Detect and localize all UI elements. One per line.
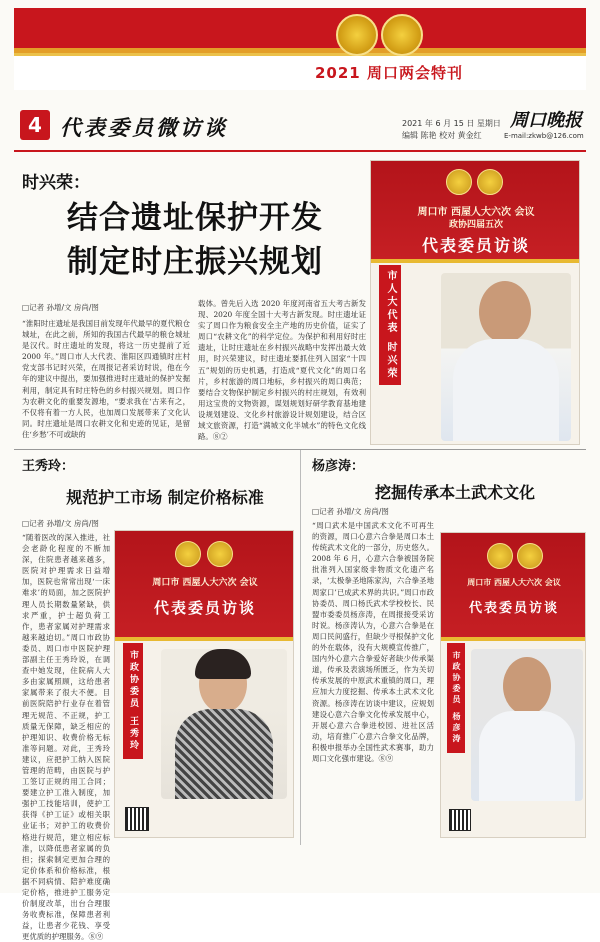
main-article-headline — [40, 196, 350, 284]
top-banner — [14, 8, 586, 90]
poster-conference-subtitle: 政协四届五次 — [448, 220, 503, 230]
person-hair — [195, 649, 251, 679]
banner-gold-stripe — [14, 48, 586, 56]
person-dress — [175, 709, 273, 799]
special-edition-title: 2021 周口两会特刊 — [315, 64, 463, 82]
person-shirt — [479, 711, 575, 801]
poster-name-tag: 市人大代表 时兴荣 — [379, 265, 401, 385]
person-head — [503, 657, 551, 715]
person-shirt — [453, 339, 559, 441]
interview-poster-2 — [114, 530, 294, 838]
emblem-icon — [517, 543, 543, 569]
issue-date: 2021 年 6 月 15 日 星期日 — [402, 119, 501, 128]
main-article-person: 时兴荣： — [22, 173, 90, 193]
interview-poster-3 — [440, 532, 586, 838]
poster-name-tag: 市政协委员 杨彦涛 — [447, 643, 465, 753]
headline-line-1: 结合遗址保护开发 — [67, 200, 323, 236]
article2-byline: □记者 孙增/文 房尚/图 — [22, 519, 99, 528]
portrait-photo — [471, 649, 583, 801]
person-head — [479, 281, 531, 343]
portrait-photo — [161, 649, 287, 799]
newspaper-logo: 周口晚报 — [510, 110, 582, 131]
poster-interview-title: 代表委员访谈 — [421, 236, 530, 255]
article3-person: 杨彦涛： — [312, 459, 365, 474]
issue-editors: 编辑 陈艳 校对 黄金红 — [402, 131, 482, 140]
article3-headline: 挖掘传承本土武术文化 — [374, 483, 535, 502]
poster-conference-title: 周口市 西屋人大六次 会议 — [417, 207, 535, 218]
article2-body: “随着医改的深入推进，社会老龄化程度的不断加深，住院患者越来越多，医院对护理需求日益增加，医院也常常出现‘一床难求’的局面，加之医院护理人员长期数量紧缺，供求严重，护士超负荷工作，患者家属对护理需求越来越迫切。”周口市政协委员、周口市中医院护理部副主任王秀玲说，在调查中她发现，住院病人大多由家属照顾，这给患者家属带来了很大不便。目前医院陪护行业存在着管理无规范、不正规，护工质量无保障，缺乏相应的护理知识、收费价格无标准等问题。对此，王秀玲建议，应把护工纳入医院管理的范畴，由医院与护工签订正规的用工合同；要建立护工准入制度，加强护工技能培训，使护工获得《护工证》或相关职业证书；对护工的收费价格进行规范，建立相应标准，以降低患者家属的负担；探索制定更加合理的定价体系和价格标准，根据不同病情、陪护难度确定价格，推进护工服务定价制度改革，出台合理服务收费标准，保障患者利益，让患者少花钱、享受更优质的护理服务。⑧⑨ — [22, 533, 110, 942]
qr-code-icon — [125, 807, 149, 831]
poster-conference-title: 周口市 西屋人大六次 会议 — [467, 578, 561, 587]
main-article-column-2: 载体。曾先后入选 2020 年度河南省五大考古新发现、2020 年度全国十大考古新发现。时庄遗址证实了周口作为粮食安全主产地的历史价值，证实了周口“农耕文化”的科学定位。为保护和利用好时庄遗址，让时庄遗址在乡村振兴战略中发挥出最大效用，时兴荣建议，时庄遗址要抓住列入国家“十四五”规划的历史机遇，打造成“夏代文化”的周口名片，乡村旅游的周口地标，乡村振兴的周口典范；要结合文物保护制定乡村振兴的村庄规划，有效利用这宝贵的文物资源，谋划规划好研学教育基地建设规划建设、文化乡村旅游设计规划建设，结合区域文旅资源，打造“满城文化半城水”的特色文化线路。⑧② — [198, 299, 366, 442]
section-title: 代表委员微访谈 — [60, 115, 228, 140]
portrait-photo — [441, 273, 571, 441]
issue-meta — [402, 118, 501, 142]
emblem-icon — [446, 169, 472, 195]
emblem-icon — [477, 169, 503, 195]
cppcc-emblem-icon — [381, 14, 423, 56]
main-article-column-1: “淮阳时庄遗址是我国目前发现年代最早的夏代粮仓城址，在此之前，所知的我国古代最早的粮仓城址是汉代。时庄遗址的发现，将这一历史提前了近 2000 年。”周口市人大代表、淮阳区四通镇时庄村党支部书记时兴荣，在周报记者采访时说，他在今年的建议中提出，要加强推进时庄遗址的保护发掘利用，制定具有时庄特色的乡村振兴规划。周口作为农耕文化的重要发源地，“要求我在‘古来有之，不仅将有着一方人民，也加周口发展带来了文化认同。时庄遗址是周口农耕文化和史迹的见证，是留住‘乡愁’不可或缺的 — [22, 319, 190, 439]
emblem-icon — [487, 543, 513, 569]
emblem-icon — [207, 541, 233, 567]
poster-interview-title: 代表委员访谈 — [153, 599, 256, 617]
article2-headline: 规范护工市场 制定价格标准 — [66, 488, 264, 507]
newspaper-email: E-mail:zkwb@126.com — [504, 132, 584, 140]
main-article-byline: □记者 孙增/文 房尚/图 — [22, 303, 99, 312]
article2-person: 王秀玲： — [22, 459, 75, 474]
national-emblem-icon — [336, 14, 378, 56]
article3-byline: □记者 孙增/文 房尚/图 — [312, 507, 389, 516]
emblem-icon — [175, 541, 201, 567]
poster-interview-title: 代表委员访谈 — [468, 601, 559, 616]
column-divider — [300, 450, 301, 845]
poster-name-tag: 市政协委员 王秀玲 — [123, 643, 143, 759]
headline-line-2: 制定时庄振兴规划 — [67, 244, 323, 280]
section-divider — [14, 150, 586, 152]
qr-code-icon — [449, 809, 471, 831]
poster-conference-title: 周口市 西屋人大六次 会议 — [152, 578, 258, 588]
article3-body: “周口武术是中国武术文化不可再生的资源，周口心意六合拳是周口本土传统武术文化的一部分，历史悠久。2008 年 6 月，心意六合拳被国务院批准列入国家级非物质文化遗产名录，‘太极拳圣地陈家沟，六合拳圣地周家口’已成武术界的共识。”周口市政协委员、周口杨氏武术学校校长、民盟市委委员杨彦涛，在周报接受采访时说。杨彦涛认为，心意六合拳是在周口民间盛行，但缺少寻根保护文化的外在载体，没有大规模宣传推广，国内外心意六合拳爱好者缺少传承渠道，传承及表演场所匮乏，作为关切传承发展的中原武术重镇的周口，理应加大力度挖掘、传承本土武术文化资源。杨彦涛在访谈中建议，应规划建设心意六合拳文化传承发展中心，开展心意六合拳进校园、进社区活动，培育推广心意六合拳文化品牌，积极申报举办全国性武术赛事，助力周口文化强市建设。⑧⑨ — [312, 521, 434, 763]
page-number: 4 — [20, 110, 50, 140]
interview-poster-1 — [370, 160, 580, 445]
